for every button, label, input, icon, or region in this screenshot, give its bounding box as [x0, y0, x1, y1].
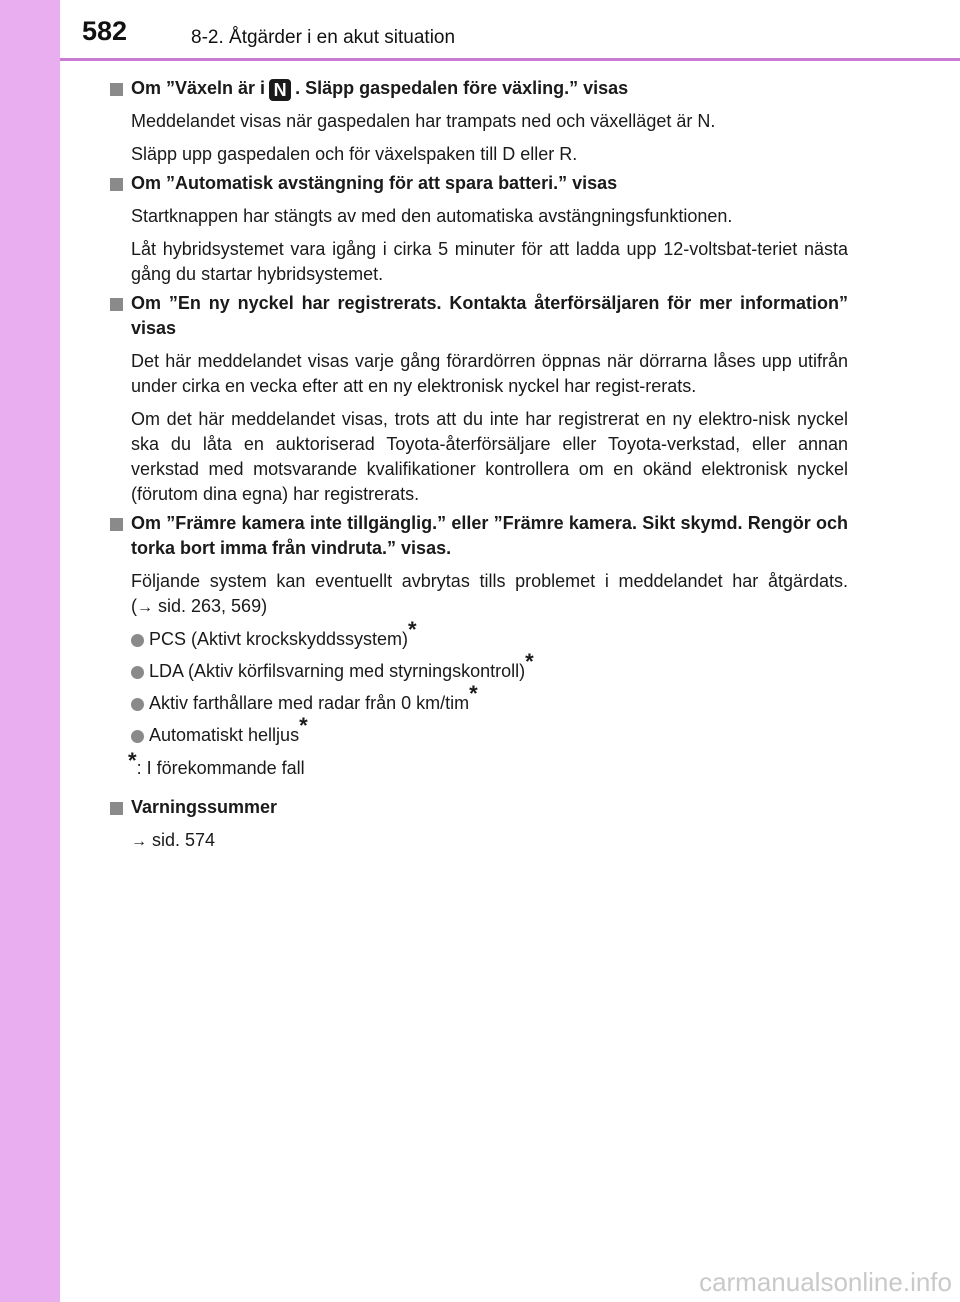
list-item: Automatiskt helljus*: [131, 723, 848, 748]
footnote-marker: *: [408, 617, 417, 642]
paragraph: Låt hybridsystemet vara igång i cirka 5 minuter för att ladda upp 12-voltsbat-teriet nästa gång du startar hybridsystemet.: [131, 239, 848, 284]
circle-bullet-icon: [131, 730, 144, 743]
list-item: Aktiv farthållare med radar från 0 km/tim*: [131, 691, 848, 716]
paragraph: Meddelandet visas när gaspedalen har trampats ned och växelläget är N.: [131, 111, 716, 131]
content: [108, 72, 848, 854]
page-reference-link[interactable]: sid. 574: [152, 830, 216, 850]
paragraph: [131, 828, 848, 854]
header-rule: [60, 58, 960, 61]
footnote: *: I förekommande fall: [128, 748, 305, 778]
arrow-right-icon: →: [131, 833, 147, 850]
footnote-marker: *: [128, 748, 137, 773]
section-new-key: [108, 291, 848, 507]
square-bullet-icon: [110, 83, 123, 96]
page-header: [60, 0, 960, 62]
list-item: PCS (Aktivt krockskyddssystem)*: [131, 627, 848, 652]
gear-n-icon: N: [269, 79, 291, 101]
square-bullet-icon: [110, 518, 123, 531]
square-bullet-icon: [110, 298, 123, 311]
section-heading: Om ”Främre kamera inte tillgänglig.” eller ”Främre kamera. Sikt skymd. Rengör och torka bort imma från vindruta.” visas.: [108, 511, 848, 561]
page-reference-link[interactable]: sid. 263, 569): [158, 596, 268, 616]
paragraph: Startknappen har stängts av med den automatiska avstängningsfunktionen.: [131, 206, 733, 226]
square-bullet-icon: [110, 802, 123, 815]
circle-bullet-icon: [131, 666, 144, 679]
footnote-marker: *: [469, 681, 478, 706]
section-heading: Om ”Växeln är i N . Släpp gaspedalen före växling.” visas: [108, 76, 848, 101]
section-front-camera: [108, 511, 848, 781]
chapter-sidebar: [0, 0, 60, 1302]
paragraph: Om det här meddelandet visas, trots att du inte har registrerat en ny elektro-nisk nyckel ska du låta en auktoriserad Toyota-återförsäljare eller Toyota-verkstad, eller annan verkstad med motsvarande kvalifikationer kontrollera om en okänd elektronisk nyckel (förutom dina egna) har registrerats.: [131, 409, 848, 504]
footnote-marker: *: [525, 649, 534, 674]
paragraph: Släpp upp gaspedalen och för växelspaken till D eller R.: [131, 144, 578, 164]
square-bullet-icon: [110, 178, 123, 191]
section-auto-shutoff: [108, 171, 848, 287]
list-item: LDA (Aktiv körfilsvarning med styrningskontroll)*: [131, 659, 848, 684]
arrow-right-icon: →: [137, 599, 153, 616]
section-heading: Om ”En ny nyckel har registrerats. Kontakta återförsäljaren för mer information” visas: [108, 291, 848, 341]
circle-bullet-icon: [131, 634, 144, 647]
section-warning-buzzer: [108, 795, 848, 854]
paragraph: Det här meddelandet visas varje gång förardörren öppnas när dörrarna låses upp utifrån under cirka en vecka efter att en ny elektronisk nyckel har regist-rerats.: [131, 351, 848, 396]
section-neutral-gear: [108, 76, 848, 167]
page-number: 582: [82, 16, 128, 46]
section-heading: Om ”Automatisk avstängning för att spara batteri.” visas: [108, 171, 848, 196]
section-heading: Varningssummer: [108, 795, 848, 820]
watermark: carmanualsonline.info: [699, 1267, 952, 1297]
section-title: 8-2. Åtgärder i en akut situation: [191, 27, 456, 48]
circle-bullet-icon: [131, 698, 144, 711]
footnote-marker: *: [299, 713, 308, 738]
paragraph: Följande system kan eventuellt avbrytas tills problemet i meddelandet har åtgärdats. (→ sid. 263, 569): [131, 571, 848, 616]
